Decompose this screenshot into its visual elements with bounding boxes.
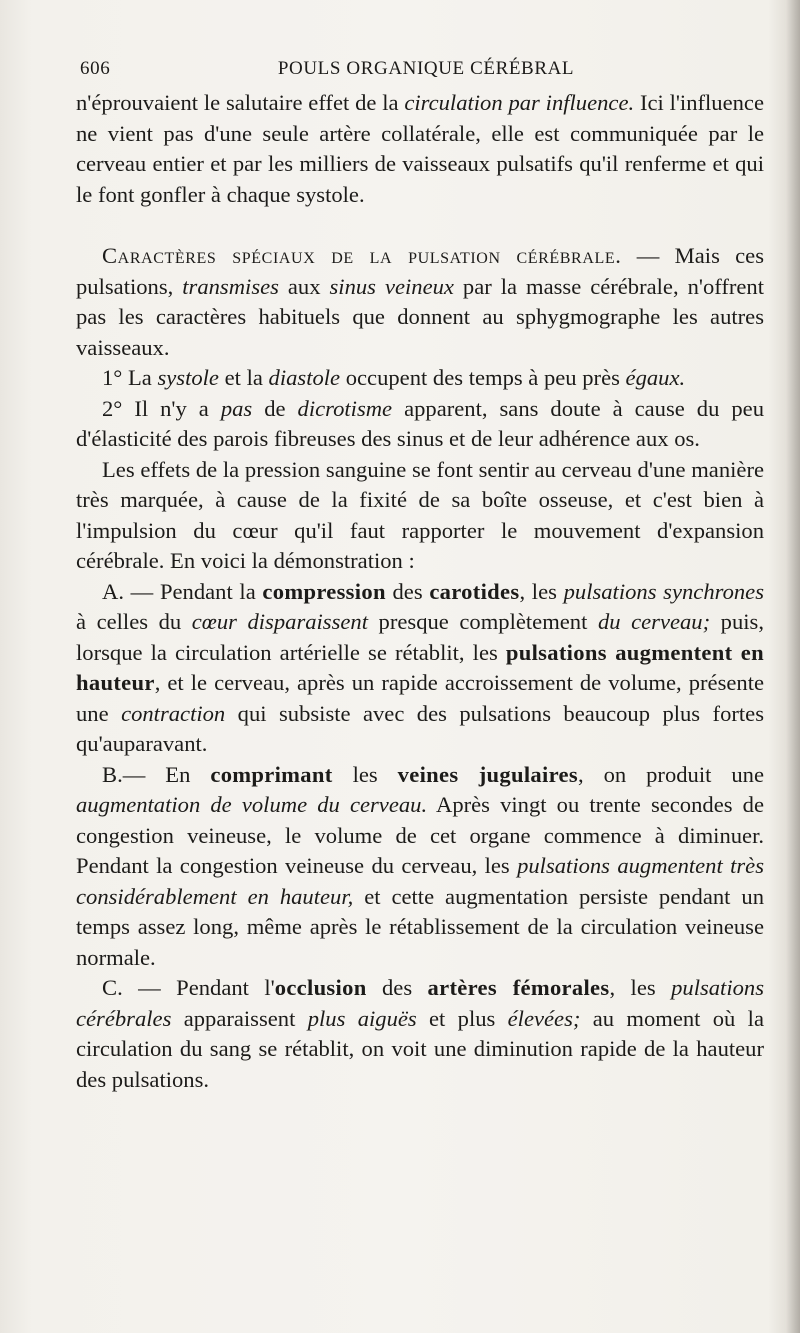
text-run: apparaissent <box>171 1005 308 1031</box>
italic-term: dicrotisme <box>297 395 393 421</box>
text-run: des <box>366 975 428 1000</box>
text-run: , les <box>609 975 672 1000</box>
text-run: n'éprouvaient le salutaire effet de la <box>76 90 405 115</box>
text-run: puis, lorsque la circulation artérielle se rétablit, les <box>76 609 764 665</box>
text-run: 2° Il n'y a <box>102 395 221 421</box>
section-heading: Caractères spéciaux de la pulsation cérébrale. <box>102 243 622 268</box>
text-run: , on produit une <box>577 761 764 787</box>
text-run: et plus <box>416 1005 508 1031</box>
italic-term: plus aiguës <box>307 1005 417 1031</box>
paragraph-experiment-a <box>76 577 764 760</box>
text-run: , et le cerveau, après un rapide accroissement de volume, présente une <box>76 670 764 726</box>
italic-term: systole <box>157 365 219 390</box>
paragraph-point-2 <box>76 394 764 455</box>
paragraph-experiment-c <box>76 973 764 1095</box>
text-run: Ici l'influence ne vient pas d'une seule artère collatérale, elle est communiquée par le cerveau entier et par les milliers de vaisseaux pulsatifs qu'il renferme et qui le font gonfler à chaque systole. <box>76 90 764 207</box>
text-run: des <box>385 578 430 604</box>
text-run: à celles du <box>76 609 192 634</box>
italic-term: augmentation de volume du cerveau. <box>76 792 428 817</box>
italic-term: égaux. <box>625 365 686 390</box>
bold-term: carotides <box>429 578 520 604</box>
text-run: 1° La <box>102 365 158 390</box>
text-run: aux <box>278 273 330 299</box>
italic-term: circulation par influence. <box>404 90 635 115</box>
text-run: presque complètement <box>368 609 598 634</box>
text-run: A. — Pendant la <box>102 578 263 604</box>
italic-term: élevées; <box>507 1005 581 1031</box>
italic-term: du cerveau; <box>597 609 711 634</box>
page-edge-shadow <box>786 0 800 1333</box>
italic-term: pas <box>220 395 253 421</box>
page-number: 606 <box>80 58 111 79</box>
section-gap <box>76 210 764 241</box>
italic-term: pulsations synchrones <box>563 578 764 604</box>
text-run: par la masse cérébrale, n'offrent pas les caractères habituels que donnent au sphygmographe les autres vaisseaux. <box>76 273 765 360</box>
text-run: apparent, sans doute à cause du peu d'élasticité des parois fibreuses des sinus et de leur adhérence aux os. <box>76 395 764 451</box>
bold-term: artères fémorales <box>427 975 610 1000</box>
text-run: de <box>252 395 298 421</box>
italic-term: pulsations augmentent très considérablement en hauteur, <box>76 853 764 909</box>
paragraph-characteristics <box>76 241 764 363</box>
running-title: POULS ORGANIQUE CÉRÉBRAL <box>277 58 575 79</box>
text-run: et cette augmentation persiste pendant un temps assez long, même après le rétablissement de la circulation veineuse normale. <box>76 883 764 970</box>
italic-term: diastole <box>268 365 341 390</box>
text-run: , les <box>519 578 564 604</box>
text-run: les <box>332 761 398 787</box>
text-run: occupent des temps à peu près <box>340 365 626 390</box>
running-head <box>80 58 742 84</box>
italic-term: pulsations cérébrales <box>76 975 764 1031</box>
italic-term: sinus veineux <box>329 273 454 299</box>
paragraph-experiment-b <box>76 760 764 974</box>
text-run: qui subsiste avec des pulsations beaucoup plus fortes qu'auparavant. <box>76 700 764 756</box>
text-run: Après vingt ou trente secondes de congestion veineuse, le volume de cet organe commence à diminuer. Pendant la congestion veineuse du cerveau, les <box>76 792 764 878</box>
text-run: C. — Pendant l' <box>102 975 275 1000</box>
bold-term: comprimant <box>210 761 333 787</box>
bold-term: veines jugulaires <box>397 761 578 787</box>
text-run: Les effets de la pression sanguine se font sentir au cerveau d'une manière très marquée, à cause de la fixité de sa boîte osseuse, et c'est bien à l'impulsion du cœur qu'il faut rapporter le mouvement d'expansion cérébrale. En voici la démonstration : <box>76 456 764 573</box>
text-run: au moment où la circulation du sang se rétablit, on voit une diminution rapide de la hauteur des pulsations. <box>76 1005 764 1092</box>
bold-term: occlusion <box>274 975 367 1000</box>
paragraph-pressure-effects <box>76 455 764 577</box>
italic-term: contraction <box>121 700 226 726</box>
body-text <box>76 88 764 1095</box>
text-run: et la <box>218 365 269 390</box>
paragraph-continuation <box>76 88 764 210</box>
text-run: — Mais ces pulsations, <box>76 243 764 299</box>
bold-term: pulsations augmentent en hauteur <box>76 639 764 695</box>
paragraph-point-1 <box>76 363 764 394</box>
bold-term: compression <box>262 578 386 604</box>
italic-term: cœur disparaissent <box>191 609 368 634</box>
italic-term: transmises <box>182 273 279 299</box>
text-run: B.— En <box>102 761 211 787</box>
